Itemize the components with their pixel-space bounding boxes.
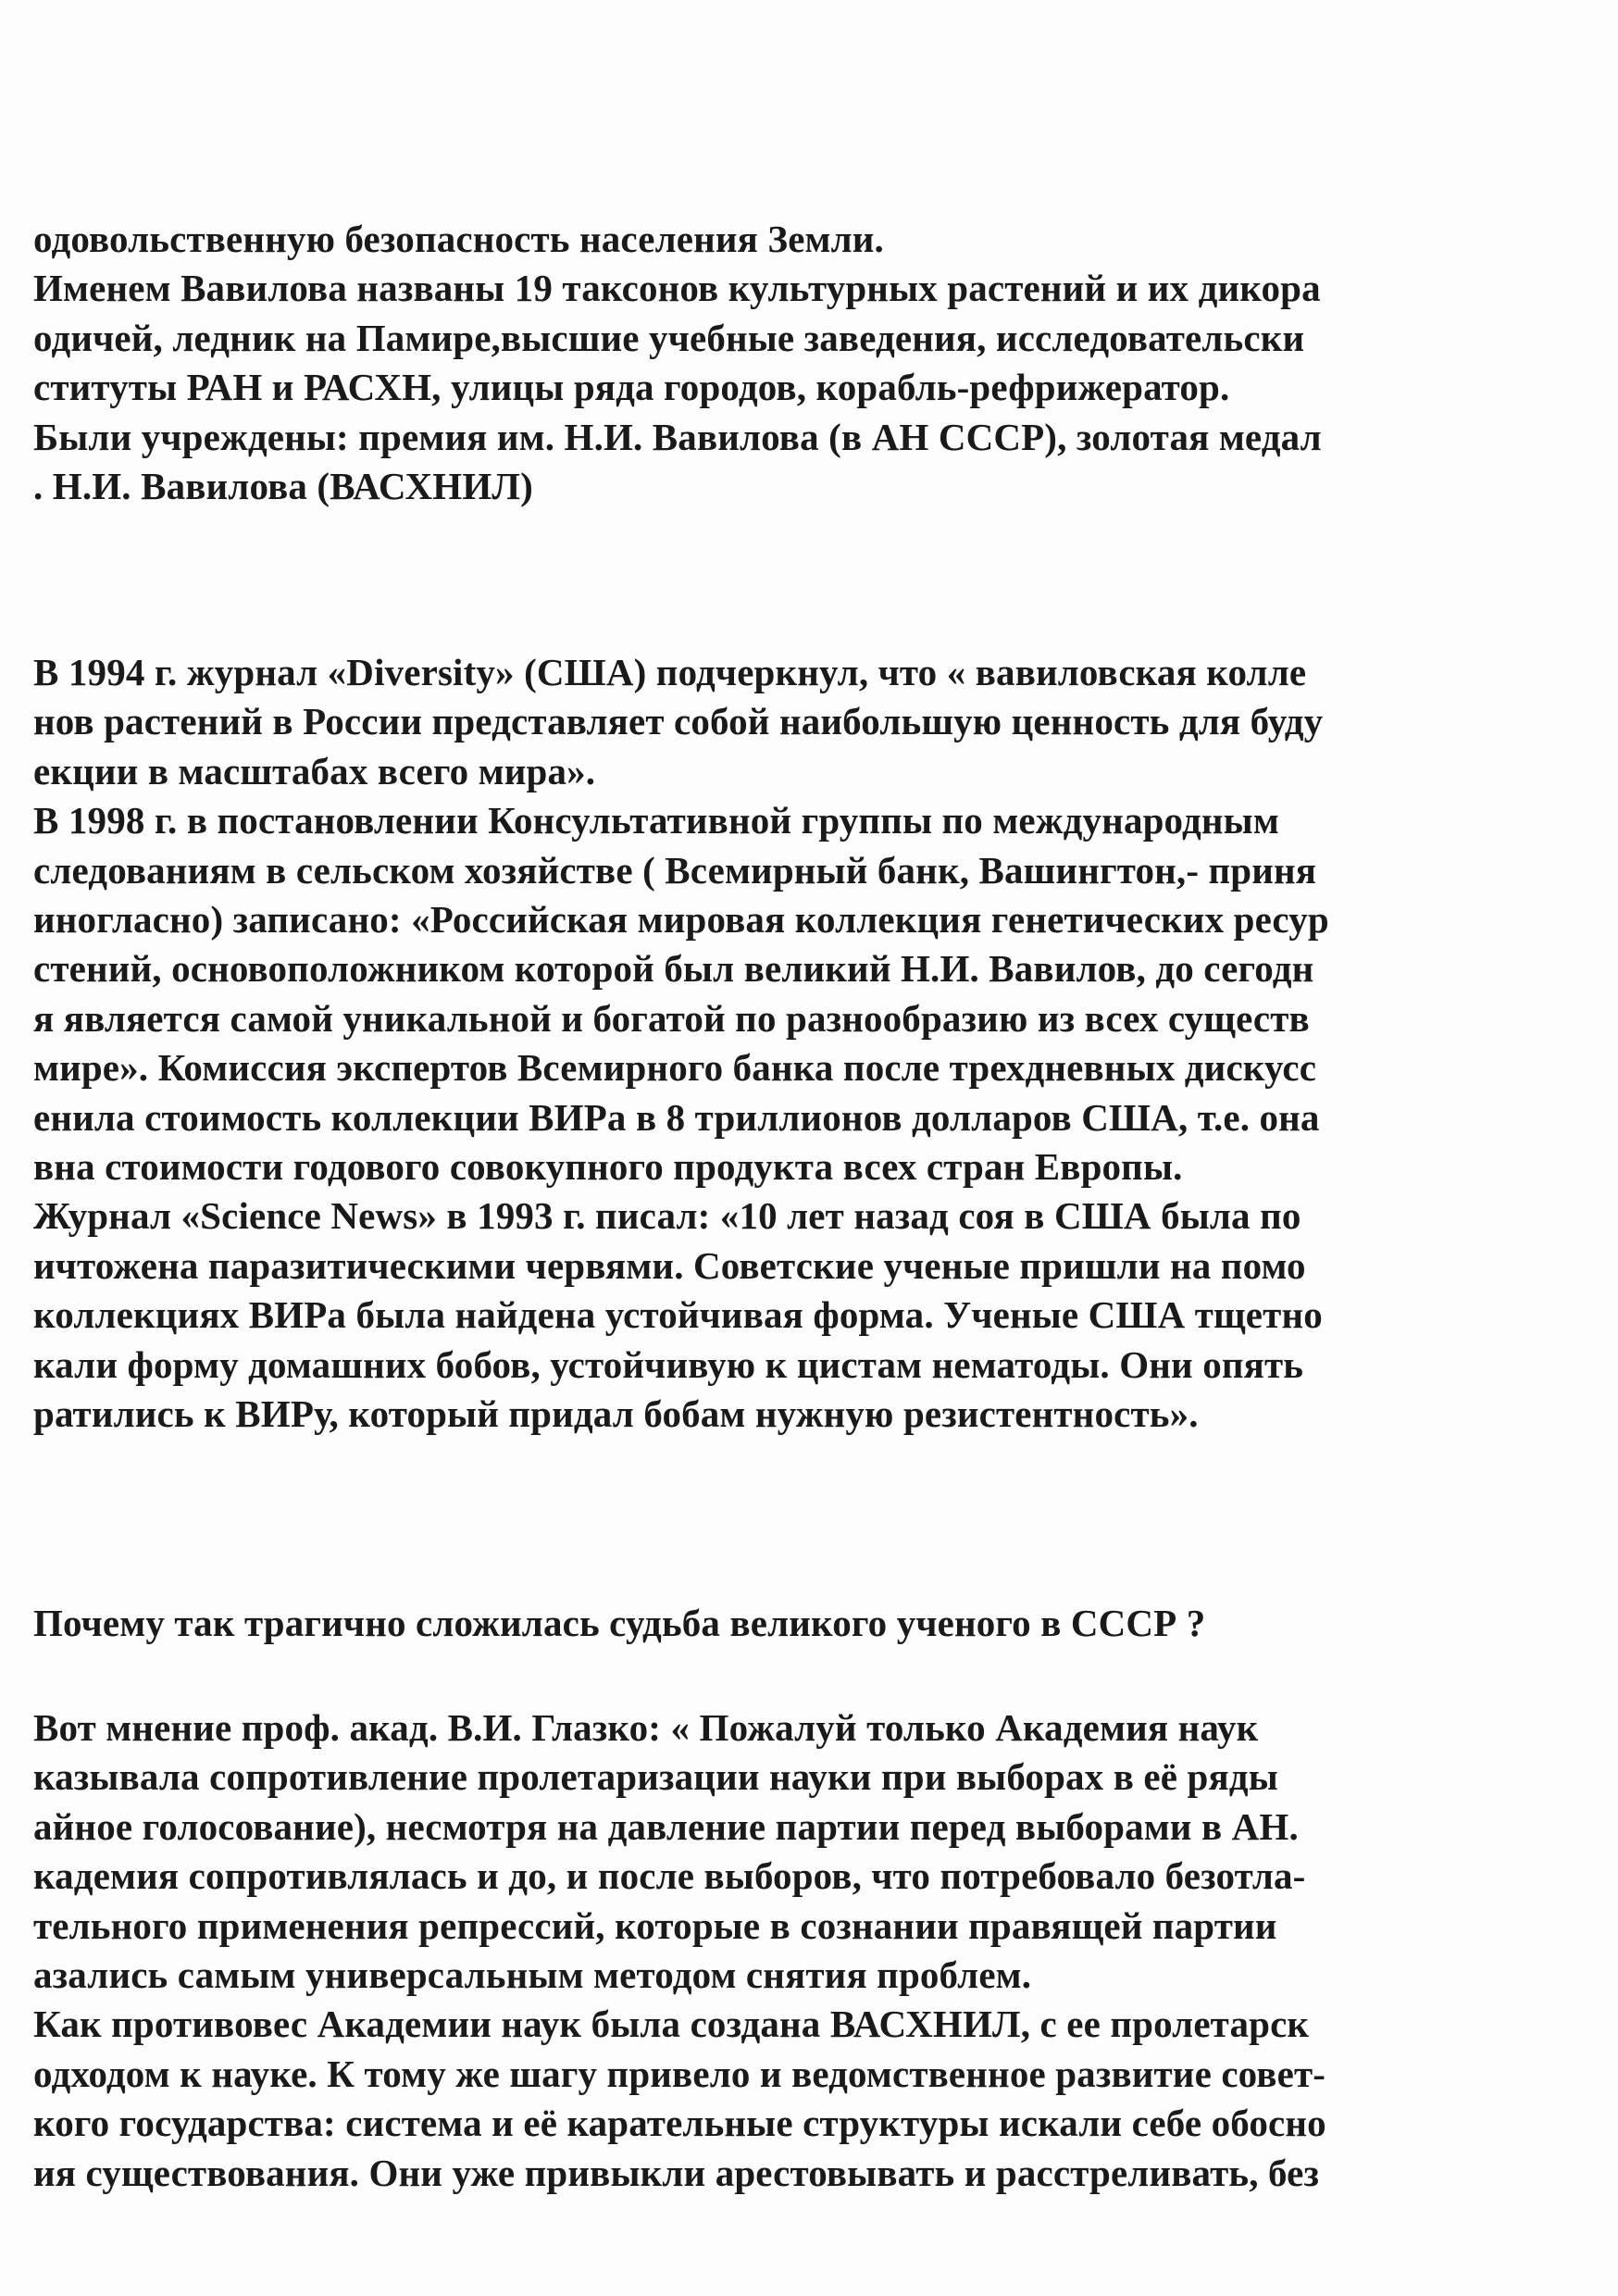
text-line: я является самой уникальной и богатой по разнообразию из всех существ: [33, 996, 1310, 1040]
text-line: ичтожена паразитическими червями. Советские ученые пришли на помо: [33, 1243, 1306, 1287]
section-question: Почему так трагично сложилась судьба великого ученого в СССР ?: [33, 1602, 1206, 1644]
text-line: стений, основоположником которой был великий Н.И. Вавилов, до сегодн: [33, 947, 1314, 991]
text-line: Были учреждены: премия им. Н.И. Вавилова (в АН СССР), золотая медал: [33, 415, 1322, 458]
text-block-vavilov-honors: [33, 215, 1618, 511]
text-line: иногласно) записано: «Российская мировая коллекция генетических ресур: [33, 898, 1329, 942]
text-line: мире». Комиссия экспертов Всемирного банка после трехдневных дискусс: [33, 1046, 1317, 1090]
text-line: кого государства: система и её карательные структуры искали себе обосно: [33, 2102, 1326, 2145]
text-line: ституты РАН и РАСХН, улицы ряда городов, корабль-рефрижератор.: [33, 366, 1230, 409]
text-line: одовольственную безопасность населения Земли.: [33, 218, 884, 260]
text-line: следованиям в сельском хозяйстве ( Всемирный банк, Вашингтон,- приня: [33, 848, 1317, 892]
text-line: Как противовес Академии наук была создана ВАСХНИЛ, с ее пролетарск: [33, 2003, 1310, 2046]
text-line: ия существования. Они уже привыкли арестовывать и расстреливать, без: [33, 2151, 1320, 2194]
text-line: азались самым универсальным методом снятия проблем.: [33, 1953, 1032, 1997]
text-line: кадемия сопротивлялась и до, и после выборов, что потребовало безотла-: [33, 1854, 1306, 1898]
text-line: нов растений в России представляет собой наибольшую ценность для буду: [33, 700, 1324, 743]
text-line: Вот мнение проф. акад. В.И. Глазко: « Пожалуй только Академия наук: [33, 1706, 1259, 1749]
text-line: кали форму домашних бобов, устойчивую к цистам нематоды. Они опять: [33, 1342, 1304, 1386]
text-block-question-heading: [33, 1599, 1618, 1648]
text-line: Журнал «Science News» в 1993 г. писал: «10 лет назад соя в США была по: [33, 1194, 1301, 1238]
text-line: коллекциях ВИРа была найдена устойчивая форма. Ученые США тщетно: [33, 1293, 1323, 1337]
text-block-glazko-opinion: [33, 1703, 1618, 2198]
text-line: екции в масштабах всего мира».: [33, 749, 596, 792]
text-line: айное голосование), несмотря на давление партии перед выборами в АН.: [33, 1804, 1299, 1848]
text-line: В 1994 г. журнал «Diversity» (США) подчеркнул, что « вавиловская колле: [33, 651, 1307, 693]
text-line: казывала сопротивление пролетаризации науки при выборах в её ряды: [33, 1755, 1278, 1799]
text-line: ратились к ВИРу, который придал бобам нужную резистентность».: [33, 1392, 1199, 1436]
text-line: . Н.И. Вавилова (ВАСХНИЛ): [33, 465, 533, 508]
text-line: вна стоимости годового совокупного продукта всех стран Европы.: [33, 1145, 1183, 1189]
text-line: одичей, ледник на Памире,высшие учебные заведения, исследовательски: [33, 316, 1305, 359]
text-line: Именем Вавилова названы 19 таксонов культурных растений и их дикора: [33, 267, 1321, 310]
text-line: В 1998 г. в постановлении Консультативной группы по международным: [33, 799, 1279, 842]
text-block-collection-value: [33, 648, 1618, 1440]
text-line: одходом к науке. К тому же шагу привело и ведомственное развитие совет-: [33, 2052, 1326, 2095]
text-line: тельного применения репрессий, которые в сознании правящей партии: [33, 1903, 1277, 1947]
text-line: енила стоимость коллекции ВИРа в 8 триллионов долларов США, т.е. она: [33, 1095, 1320, 1139]
